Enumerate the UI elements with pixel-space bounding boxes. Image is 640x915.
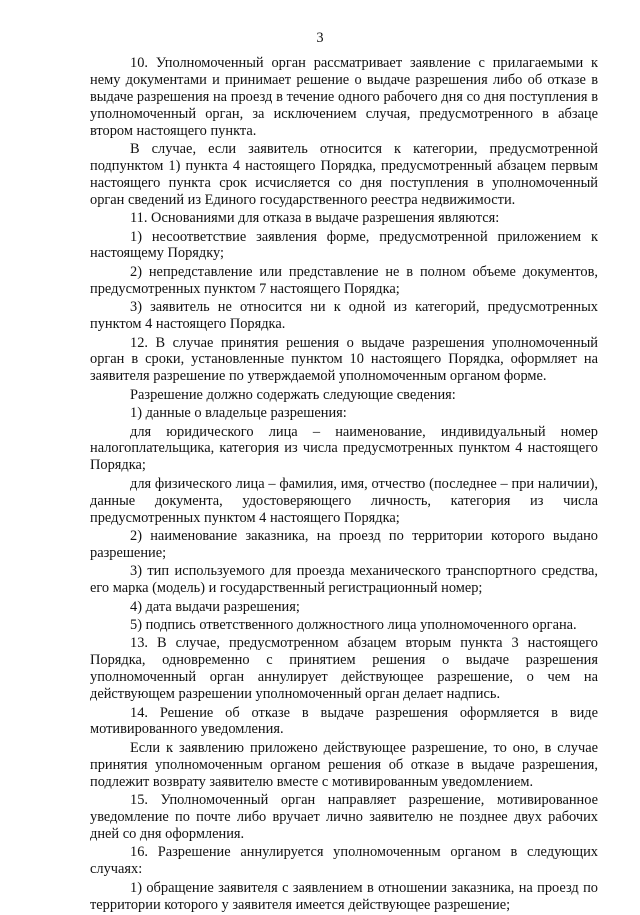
paragraph: Если к заявлению приложено действующее разрешение, то оно, в случае принятия уполномоченным органом решения об отказе в выдаче разрешения, подлежит возврату заявителю вместе с мотивированным уведомлением. [90, 739, 598, 790]
paragraph: 14. Решение об отказе в выдаче разрешения оформляется в виде мотивированного уведомления. [90, 704, 598, 738]
paragraph: В случае, если заявитель относится к категории, предусмотренной подпунктом 1) пункта 4 настоящего Порядка, предусмотренный абзацем первым настоящего пункта срок исчисляется со дня поступления в уполномоченный орган сведений из Единого государственного реестра недвижимости. [90, 141, 598, 208]
list-item: 5) подпись ответственного должностного лица уполномоченного органа. [130, 617, 577, 633]
paragraph: Разрешение должно содержать следующие сведения: [130, 386, 456, 403]
list-item: 2) наименование заказника, на проезд по территории которого выдано разрешение; [90, 527, 598, 561]
page-number: 3 [316, 30, 324, 46]
list-item: 3) тип используемого для проезда механического транспортного средства, его марка (модель) и государственный регистрационный номер; [90, 563, 598, 597]
list-item: для физического лица – фамилия, имя, отчество (последнее – при наличии), данные документа, удостоверяющего личность, категория из числа предусмотренных пунктом 4 настоящего Порядка; [90, 475, 598, 526]
paragraph: 11. Основаниями для отказа в выдаче разрешения являются: [130, 210, 500, 227]
list-item: 1) данные о владельце разрешения: [130, 405, 347, 422]
paragraph: 16. Разрешение аннулируется уполномоченным органом в следующих случаях: [90, 844, 598, 878]
list-item: для юридического лица – наименование, индивидуальный номер налогоплательщика, категория из числа предусмотренных пунктом 4 настоящего Порядка; [90, 423, 598, 474]
paragraph: 12. В случае принятия решения о выдаче разрешения уполномоченный орган в сроки, установленные пунктом 10 настоящего Порядка, оформляет на заявителя разрешение по утверждаемой уполномоченным органом форме. [90, 334, 598, 385]
paragraph: 13. В случае, предусмотренном абзацем вторым пункта 3 настоящего Порядка, одновременно с принятием решения о выдаче разрешения уполномоченный орган аннулирует действующее разрешение, о чем на действующем разрешении уполномоченный орган делает надпись. [90, 635, 598, 703]
list-item: 2) непредставление или представление не в полном объеме документов, предусмотренных пунктом 7 настоящего Порядка; [90, 263, 598, 297]
paragraph: 10. Уполномоченный орган рассматривает заявление с прилагаемыми к нему документами и принимает решение о выдаче разрешения либо об отказе в выдаче разрешения на проезд в течение одного рабочего дня со дня поступления в уполномоченный орган, за исключением случая, предусмотренного в абзаце втором настоящего пункта. [90, 55, 598, 139]
paragraph: 15. Уполномоченный орган направляет разрешение, мотивированное уведомление по почте либо вручает лично заявителю не позднее двух рабочих дней со дня оформления. [90, 792, 598, 842]
list-item: 1) несоответствие заявления форме, предусмотренной приложением к настоящему Порядку; [90, 228, 598, 262]
list-item: 1) обращение заявителя с заявлением в отношении заказника, на проезд по территории которого у заявителя имеется действующее разрешение; [90, 879, 598, 913]
list-item: 4) дата выдачи разрешения; [130, 598, 300, 615]
list-item: 3) заявитель не относится ни к одной из категорий, предусмотренных пунктом 4 настоящего Порядка. [90, 299, 598, 333]
document-body [90, 55, 598, 915]
